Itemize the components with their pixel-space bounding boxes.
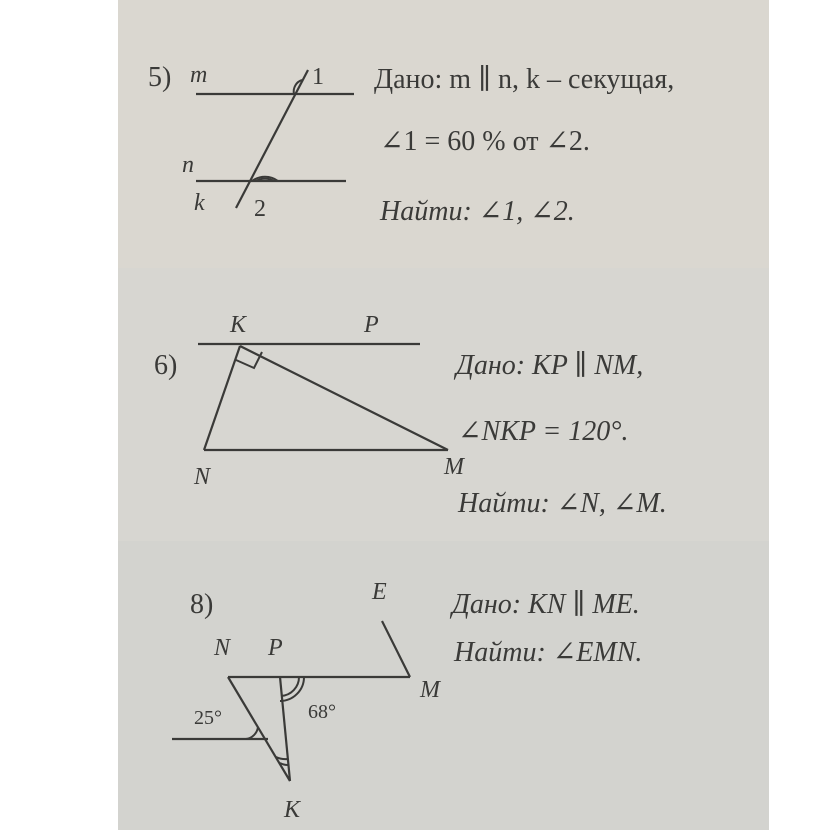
angle-k-arc-outer: [276, 757, 288, 759]
problem-6-number: 6): [154, 350, 178, 381]
label-m: m: [190, 62, 208, 88]
label-M: M: [444, 454, 464, 480]
problem-6-panel: [118, 268, 769, 541]
problem-8-panel: [118, 541, 769, 830]
problem-8-given: Дано: KN ∥ ME.: [452, 589, 640, 620]
secant-k: [236, 70, 308, 208]
problem-8-figure: [118, 541, 769, 830]
problem-8-number: 8): [190, 589, 214, 620]
angle-68-arc-outer: [280, 677, 304, 701]
problem-5-given-1: Дано: m ∥ n, k – секущая,: [374, 64, 675, 95]
label-M: M: [420, 677, 440, 703]
segment-kn: [204, 346, 240, 450]
problem-6-given-2: ∠NKP = 120°.: [458, 416, 629, 447]
problem-5-given-2: ∠1 = 60 % от ∠2.: [380, 126, 590, 157]
problem-5-find: Найти: ∠1, ∠2.: [380, 196, 575, 227]
label-N: N: [194, 464, 211, 490]
problem-6-find: Найти: ∠N, ∠M.: [458, 488, 667, 519]
label-1: 1: [312, 64, 324, 90]
label-N: N: [214, 635, 231, 661]
problem-6-given-1: Дано: KP ∥ NM,: [456, 350, 644, 381]
problem-8-find: Найти: ∠EMN.: [454, 637, 643, 668]
label-E: E: [372, 579, 387, 605]
label-n: n: [182, 152, 194, 178]
angle-68-arc-inner: [281, 677, 299, 696]
label-k: k: [194, 190, 205, 216]
label-K: K: [230, 312, 247, 338]
label-K: K: [284, 797, 301, 823]
problem-5-panel: [118, 0, 769, 268]
problem-6-figure: [118, 268, 769, 541]
angle-68-label: 68°: [308, 701, 336, 723]
angle-25-label: 25°: [194, 707, 222, 729]
label-P: P: [364, 312, 379, 338]
angle-25-arc: [246, 727, 258, 739]
problem-5-number: 5): [148, 62, 172, 93]
label-P: P: [268, 635, 283, 661]
label-2: 2: [254, 196, 266, 222]
segment-km: [240, 346, 448, 450]
segment-me: [382, 621, 410, 677]
